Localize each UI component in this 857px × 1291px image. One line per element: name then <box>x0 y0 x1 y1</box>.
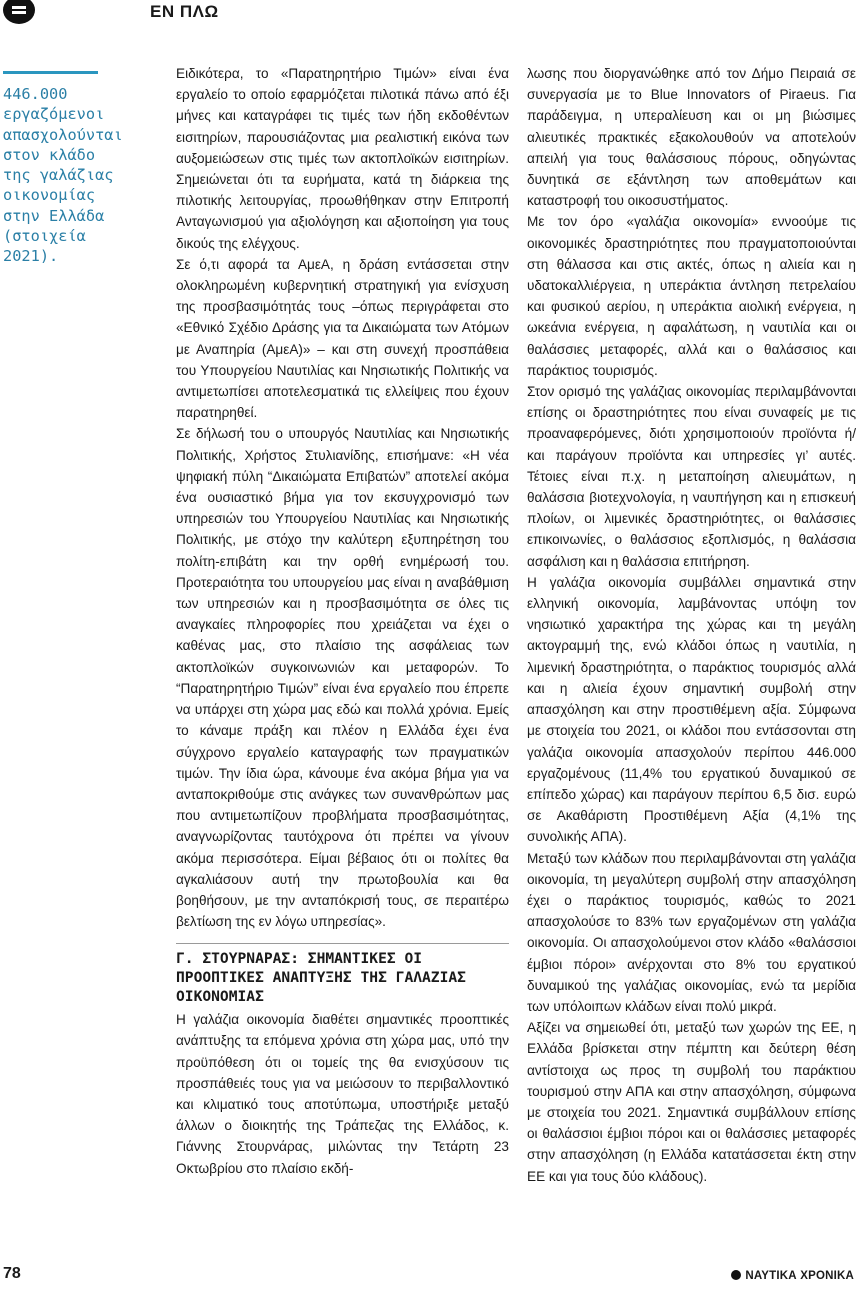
paragraph: Η γαλάζια οικονομία συμβάλλει σημαντικά στην ελληνική οικονομία, λαμβάνοντας υπόψη τον νησιωτικό χαρακτήρα της χώρας και τη μεγάλη ακτογραμμή της, ενώ κλάδοι όπως η ναυτιλία, η λιμενική δραστηριότητα, ο παράκτιος τουρισμός αλλά και η αλιεία έχουν σημαντική συμβολή στην απασχόληση και στην προστιθέμενη αξία. Σύμφωνα με στοιχεία του 2021, οι κλάδοι που εντάσσονται στη γαλάζια οικονομία απασχολούν περίπου 446.000 εργαζομένους (11,4% του εργατικού δυναμικού σε επίπεδο χώρας) και παράγουν περίπου 6,5 δισ. ευρώ σε Ακαθάριστη Προστιθέμενη Αξία (4,1% της συνολικής ΑΠΑ). <box>527 574 856 845</box>
page-number: 78 <box>3 1265 21 1282</box>
paragraph: λωσης που διοργανώθηκε από τον Δήμο Πειραιά σε συνεργασία με το Blue Innovators of Piraeus. Για παράδειγμα, η υπεραλίευση και οι μη βιώσιμες αλιευτικές πρακτικές εξακολουθούν να αποτελούν απειλή για τους θαλάσσιους πόρους, οδηγώντας δυνητικά σε εξάντληση των αποθεμάτων και καταστροφή του οικοσυστήματος. <box>527 66 856 209</box>
article-column-1 <box>176 63 509 1179</box>
paragraph: Η γαλάζια οικονομία διαθέτει σημαντικές προοπτικές ανάπτυξης τα επόμενα χρόνια στη χώρα μας, υπό την προϋπόθεση ότι οι τομείς της θα ενισχύσουν τις προσπάθειές τους για να μειώσουν το περιβαλλοντικό και κλιματικό τους αποτύπωμα, υποστήριξε μεταξύ άλλων ο διοικητής της Τράπεζας της Ελλάδος, κ. Γιάννης Στουρνάρας, μιλώντας την Τετάρτη 23 Οκτωβρίου στο πλαίσιο εκδή- <box>176 1012 509 1176</box>
paragraph: Μεταξύ των κλάδων που περιλαμβάνονται στη γαλάζια οικονομία, τη μεγαλύτερη συμβολή στην απασχόληση έχει ο παράκτιος τουρισμός, καθώς το 2021 απασχολούσε το 83% των εργαζομένων στη γαλάζια οικονομία. Οι απασχολούμενοι στον κλάδο «θαλάσσιοι έμβιοι πόροι» ανέρχονται στο 8% του εργατικού δυναμικού της γαλάζιας οικονομίας, ενώ τα μερίδια των υπόλοιπων κλάδων είναι πολύ μικρά. <box>527 850 856 1014</box>
magazine-brand <box>731 1270 854 1282</box>
section-title: ΕΝ ΠΛΩ <box>150 2 219 21</box>
sidenote-rule <box>3 71 98 74</box>
article-subheading: Γ. ΣΤΟΥΡΝΑΡΑΣ: ΣΗΜΑΝΤΙΚΕΣ ΟΙ ΠΡΟΟΠΤΙΚΕΣ ΑΝΑΠΤΥΞΗΣ ΤΗΣ ΓΑΛΑΖΙΑΣ ΟΙΚΟΝΟΜΙΑΣ <box>176 950 466 1005</box>
paragraph: Αξίζει να σημειωθεί ότι, μεταξύ των χωρών της ΕΕ, η Ελλάδα βρίσκεται στην πέμπτη και δεύτερη θέση αντίστοιχα ως προς τη συμβολή του παράκτιου τουρισμού στην ΑΠΑ και στην απασχόληση, σύμφωνα με στοιχεία του 2021. Σημαντικά συμβάλλουν επίσης οι θαλάσσιοι έμβιοι πόροι και οι θαλάσσιες μεταφορές στην απασχόληση (η Ελλάδα κατατάσσεται έκτη στην ΕΕ και για τους δύο κλάδους). <box>527 1020 856 1184</box>
paragraph: Στον ορισμό της γαλάζιας οικονομίας περιλαμβάνονται επίσης οι δραστηριότητες που είναι συναφείς με τις προαναφερόμενες, διότι χρησιμοποιούν προϊόντα ή/και παράγουν προϊόντα και υπηρεσίες γι’ αυτές. Τέτοιες είναι π.χ. η μεταποίηση αλιευμάτων, η θαλάσσια βιοτεχνολογία, η ναυπήγηση και η επισκευή πλοίων, οι λιμενικές δραστηριότητες, οι θαλάσσιες επικοινωνίες, ο θαλάσσιος εξοπλισμός, η θαλάσσια ασφάλιση και η θαλάσσια επιτήρηση. <box>527 384 856 569</box>
sidenote-quote: 446.000 εργαζόμενοι απασχολούνται στον κλάδο της γαλάζιας οικονομίας στην Ελλάδα (στοιχεία 2021). <box>3 85 123 266</box>
paragraph: Σε ό,τι αφορά τα ΑμεΑ, η δράση εντάσσεται στην ολοκληρωμένη κυβερνητική στρατηγική για ενίσχυση της προσβασιμότητάς τους –όπως περιγράφεται στο «Εθνικό Σχέδιο Δράσης για τα Δικαιώματα των Ατόμων με Αναπηρία (ΑμεΑ)» – και στη συνεχή προσπάθεια του Υπουργείου Ναυτιλίας και Νησιωτικής Πολιτικής να αντιμετωπίσει αποτελεσματικά τις ελλείψεις που έχουν παρατηρηθεί. <box>176 256 509 421</box>
paragraph: Με τον όρο «γαλάζια οικονομία» εννοούμε τις οικονομικές δραστηριότητες που πραγματοποιούνται στη θάλασσα και στις ακτές, όπως η αλιεία και η υδατοκαλλιέργεια, η υπεράκτια άντληση πετρελαίου και φυσικού αερίου, η υπεράκτια αιολική ενέργεια, η ωκεάνια ενέργεια, η αφαλάτωση, η ναυτιλία και οι θαλάσσιες μεταφορές, αλλά και ο θαλάσσιος και παράκτιος τουρισμός. <box>527 214 856 378</box>
article-column-2 <box>527 63 856 1187</box>
brand-logo-icon <box>731 1270 741 1280</box>
paragraph: Ειδικότερα, το «Παρατηρητήριο Τιμών» είναι ένα εργαλείο το οποίο εφαρμόζεται πιλοτικά πάνω από έξι μήνες και καταγράφει τις τιμές των ήδη εκδοθέντων εισιτηρίων, παρουσιάζοντας μια ρεαλιστική εικόνα των αυξομειώσεων στις τιμές των ακτοπλοϊκών εισιτηρίων. Σημειώνεται ότι τα ευρήματα, κατά τη διάρκεια της πιλοτικής λειτουργίας, προωθήθηκαν στην Επιτροπή Ανταγωνισμού για αξιολόγηση και αξιοποίηση για τους δικούς της ελέγχους. <box>176 66 509 251</box>
brand-name: ΝΑΥΤΙΚΑ ΧΡΟΝΙΚΑ <box>745 1270 854 1282</box>
section-logo-icon <box>3 0 35 24</box>
paragraph: Σε δήλωσή του ο υπουργός Ναυτιλίας και Νησιωτικής Πολιτικής, Χρήστος Στυλιανίδης, επισήμανε: «Η νέα ψηφιακή πύλη “Δικαιώματα Επιβατών” αποτελεί ακόμα ένα ουσιαστικό βήμα για τον εκσυγχρονισμό των υπηρεσιών του Υπουργείου Ναυτιλίας και Νησιωτικής Πολιτικής, με στόχο την καλύτερη εξυπηρέτηση του πολίτη-επιβάτη και την ορθή ενημέρωσή του. Προτεραιότητα του υπουργείου μας είναι η αναβάθμιση των υπηρεσιών και η προσβασιμότητα σε όλες τις αναγκαίες πληροφορίες που χρειάζεται να έχει ο καθένας μας, στο πλαίσιο της ασφάλειας των ακτοπλοϊκών συγκοινωνιών και μεταφορών. Το “Παρατηρητήριο Τιμών” είναι ένα εργαλείο που έπρεπε να υπάρχει στη χώρα μας εδώ και πολλά χρόνια. Εμείς το κάναμε πράξη και πλέον η Ελλάδα έχει ένα σύγχρονο εργαλείο καταγραφής των πραγματικών τιμών. Την ίδια ώρα, κάνουμε ένα ακόμα βήμα για να ανταποκριθούμε στις ανάγκες των συνανθρώπων μας που αντιμετωπίζουν προβλήματα προσβασιμότητας, αναγνωρίζοντας ταυτόχρονα ότι πρέπει να γίνουν ακόμα περισσότερα. Είμαι βέβαιος ότι οι πολίτες θα αγκαλιάσουν αυτή την πρωτοβουλία και θα βοηθήσουν, με την ανταπόκρισή τους, σε περαιτέρω βελτίωση της εν λόγω υπηρεσίας». <box>176 426 509 930</box>
subhead-divider <box>176 943 509 944</box>
